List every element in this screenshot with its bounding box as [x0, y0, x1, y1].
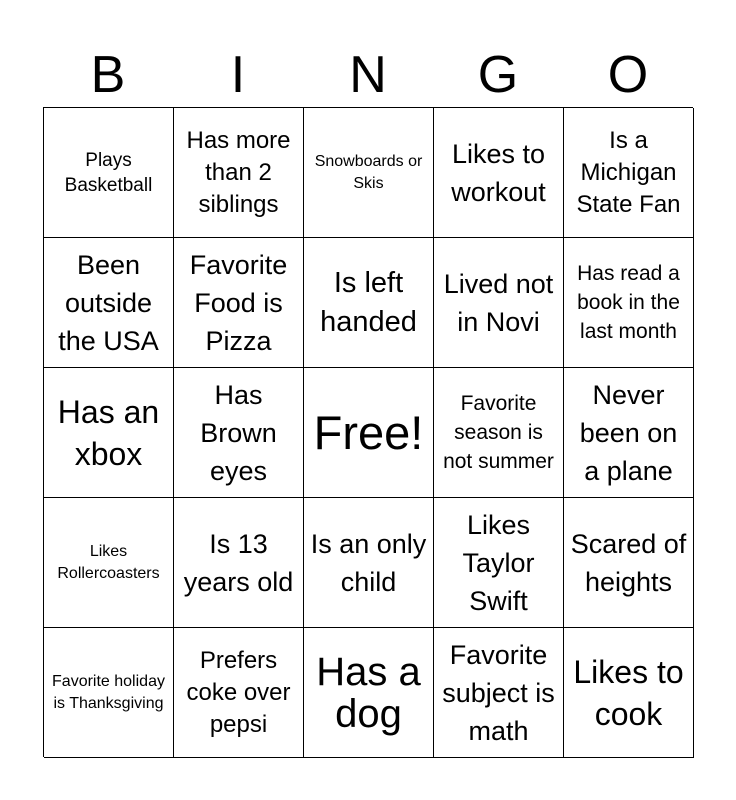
cell-text: Favorite season is not summer	[443, 392, 554, 473]
bingo-cell-r2c2[interactable]	[174, 238, 304, 368]
cell-text: Favorite Food is Pizza	[189, 249, 288, 356]
cell-text: Scared of heights	[570, 528, 687, 597]
cell-text: Likes to workout	[451, 138, 546, 207]
bingo-cell-r5c5[interactable]	[564, 628, 694, 758]
cell-text: Likes to cook	[573, 653, 684, 732]
bingo-cell-r2c1[interactable]	[44, 238, 174, 368]
header-letter-i: I	[230, 46, 246, 104]
bingo-cell-r2c3[interactable]	[304, 238, 434, 368]
bingo-cell-r4c3[interactable]	[304, 498, 434, 628]
bingo-cell-r1c2[interactable]	[174, 108, 304, 238]
cell-text: Favorite subject is math	[442, 639, 555, 746]
header-letter-g: G	[477, 46, 519, 104]
bingo-cell-r1c4[interactable]	[434, 108, 564, 238]
header-letter-o: O	[607, 46, 649, 104]
bingo-cell-r4c4[interactable]	[434, 498, 564, 628]
bingo-cell-r1c5[interactable]	[564, 108, 694, 238]
bingo-header	[43, 44, 693, 106]
bingo-cell-r5c2[interactable]	[174, 628, 304, 758]
bingo-cell-r2c5[interactable]	[564, 238, 694, 368]
bingo-cell-r4c2[interactable]	[174, 498, 304, 628]
cell-text: Likes Taylor Swift	[462, 509, 535, 616]
cell-text: Never been on a plane	[579, 379, 678, 486]
cell-text: Snowboards or Skis	[314, 152, 423, 192]
bingo-card	[43, 107, 693, 757]
bingo-cell-r4c5[interactable]	[564, 498, 694, 628]
bingo-cell-r5c4[interactable]	[434, 628, 564, 758]
bingo-cell-free[interactable]	[304, 368, 434, 498]
cell-text: Has a dog	[316, 649, 421, 736]
cell-text: Is an only child	[310, 528, 427, 597]
cell-text: Favorite holiday is Thanksgiving	[52, 672, 165, 712]
bingo-cell-r1c1[interactable]	[44, 108, 174, 238]
cell-text: Been outside the USA	[58, 249, 159, 356]
cell-text: Free!	[313, 405, 424, 459]
bingo-cell-r5c1[interactable]	[44, 628, 174, 758]
cell-text: Has an xbox	[57, 393, 160, 472]
cell-text: Has Brown eyes	[200, 379, 277, 486]
cell-text: Is 13 years old	[183, 528, 294, 597]
bingo-cell-r3c5[interactable]	[564, 368, 694, 498]
bingo-cell-r3c1[interactable]	[44, 368, 174, 498]
bingo-cell-r1c3[interactable]	[304, 108, 434, 238]
header-letter-b: B	[90, 46, 126, 104]
bingo-cell-r3c4[interactable]	[434, 368, 564, 498]
cell-text: Has more than 2 siblings	[186, 126, 291, 218]
cell-text: Is a Michigan State Fan	[576, 126, 681, 218]
cell-text: Plays Basketball	[64, 149, 153, 196]
bingo-cell-r5c3[interactable]	[304, 628, 434, 758]
cell-text: Is left handed	[320, 266, 417, 338]
cell-text: Has read a book in the last month	[577, 262, 680, 343]
bingo-cell-r3c2[interactable]	[174, 368, 304, 498]
cell-text: Prefers coke over pepsi	[186, 646, 291, 738]
bingo-cell-r2c4[interactable]	[434, 238, 564, 368]
cell-text: Likes Rollercoasters	[57, 542, 160, 582]
bingo-cell-r4c1[interactable]	[44, 498, 174, 628]
cell-text: Lived not in Novi	[443, 268, 554, 337]
header-letter-n: N	[349, 46, 387, 104]
